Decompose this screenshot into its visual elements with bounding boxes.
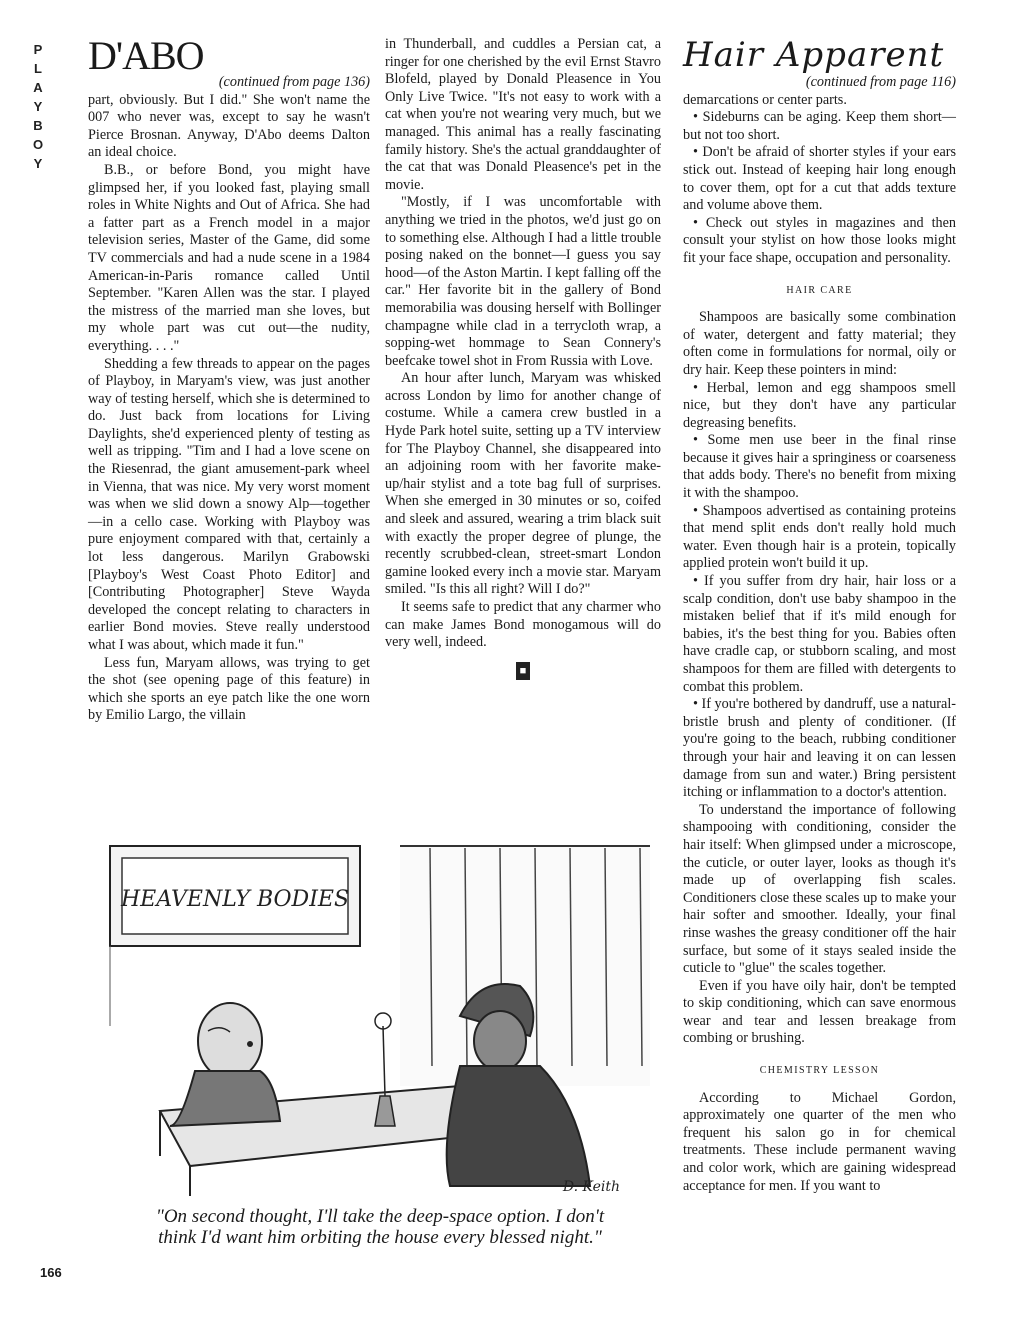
dabo-column-1 [88, 33, 370, 725]
spine-letter: A [33, 80, 43, 95]
dabo-paragraph: Shedding a few threads to appear on the pages of Playboy, in Maryam's view, was just another way of testing herself, which she is determined to do. Just back from locations for Living Daylights, she'd experienced plenty of testing as well as tripping. "Tim and I had a love scene on the Riesenrad, the giant amusement-park wheel in Vienna, that was nice. My very worst moment was when we slid down a snowy Alp—together—in a cello case. Working with Playboy was pure enjoyment compared with that, certainly a lot less dangerous. Marilyn Grabowski [Playboy's West Coast Photo Editor] and [Contributing Photographer] Steve Wayda developed the concept relating to characters in earlier Bond movies. Steve really understood what I was about, which made it fun." [88, 355, 370, 653]
hair-paragraph: To understand the importance of following shampooing with conditioning, consider the hair itself: When glimpsed under a microscope, the cuticle, or outer layer, looks as though it's made up of overlapping fish scales. Conditioners close these scales up to make your hair softer and smoother. Ideally, your final rinse washes the greasy conditioner off the hair surface, but some of it stays sealed inside the cuticle to "glue" the scales together. [683, 801, 956, 977]
dabo-paragraph: An hour after lunch, Maryam was whisked across London by limo for another change of costume. While a camera crew bustled in a Hyde Park hotel suite, setting up a TV interview for The Playboy Channel, she disappeared into an adjoining room with her favorite make-up/hair stylist and a tote bag full of surprises. When she emerged in 30 minutes or so, coifed and sleek and assured, wearing a trim black suit with exactly the proper degree of plunge, the recently scrubbed-clean, street-smart London gamine looked every inch a movie star. Maryam smiled. "Is this all right? Will I do?" [385, 370, 661, 598]
dabo-title: D'ABO [88, 33, 204, 78]
cartoon-caption: "On second thought, I'll take the deep-space option. I don't think I'd want him orbiting the house every blessed night." [155, 1206, 605, 1248]
subhead-chemistry-lesson: CHEMISTRY LESSON [759, 1065, 880, 1077]
hair-bullet: • Shampoos advertised as containing proteins that mend split ends don't really hold much water. Even though hair is a protein, topically applied protein won't build it up. [683, 502, 956, 572]
spine-letter: O [32, 137, 44, 152]
magazine-spine-label [28, 40, 48, 173]
hair-paragraph: Shampoos are basically some combination of water, detergent and fatty material; they often come in formulations for normal, oily or dry hair. Keep these pointers in mind: [683, 309, 956, 378]
hair-bullet: • Herbal, lemon and egg shampoos smell nice, but they don't have any particular degreasing benefits. [683, 379, 956, 431]
hair-continued: (continued from page 116) [805, 74, 956, 90]
dabo-paragraph: in Thunderball, and cuddles a Persian cat, a ringer for one cherished by the evil Ernst Stavro Blofeld, played by Donald Pleasence in You Only Live Twice. "It's not easy to work with a cat when you're not wearing very much, but we managed. This animal has a really fascinating family history. She's the actual granddaughter of the cat that was Donald Pleasence's pet in the movie. [385, 36, 661, 193]
hair-paragraph: demarcations or center parts. [683, 91, 847, 108]
dabo-column-2 [385, 36, 661, 680]
page-number: 166 [40, 1265, 62, 1280]
spine-text [28, 40, 48, 173]
hair-bullet: • If you suffer from dry hair, hair loss or a scalp condition, don't use baby shampoo in the mistaken belief that if it's mild enough for babies, it's the best thing for you. Babies often have cradle cap, or stubborn scaling, and most shampoos for them are filled with detergents to combat this problem. [683, 573, 956, 695]
hair-paragraph: According to Michael Gordon, approximately one quarter of the men who frequent his salon go in for chemical treatments. These include permanent waving and color work, which are gaining widespread acceptance for men. If you want to [683, 1089, 956, 1194]
cartoon-salesman [170, 1003, 280, 1126]
dabo-paragraph: "Mostly, if I was uncomfortable with anything we tried in the photos, we'd just go on to something else. Although I had a little trouble posing naked on the bonnet—I guess you say hood—of the Aston Martin. I kept falling off the car." Her favorite bit in the gallery of Bond memorabilia was dousing herself with Bollinger champagne while clad in a terrycloth wrap, a sopping-wet hommage to Sean Connery's beefcake towel shot in From Russia with Love. [385, 194, 661, 369]
hair-bullet: • Sideburns can be aging. Keep them short—but not too short. [683, 109, 956, 143]
spine-letter: B [33, 118, 43, 133]
cartoon-vase [375, 1013, 395, 1126]
spine-letter: Y [33, 156, 43, 171]
hair-bullet: • If you're bothered by dandruff, use a natural-bristle brush and plenty of conditioner. (If you're going to the beach, rubbing conditioner through your hair and leaving it on can lessen damage from sun and water.) Bring persistent itching or inflammation to a doctor's attention. [683, 696, 956, 801]
cartoon-signature: D. Keith [562, 1179, 620, 1195]
subhead-hair-care: HAIR CARE [786, 284, 853, 296]
cartoon-sign-text: HEAVENLY BODIES [120, 887, 350, 912]
spine-letter: P [33, 42, 43, 57]
dabo-continued: (continued from page 136) [218, 74, 370, 90]
cartoon-sign [110, 846, 360, 1026]
dabo-paragraph: B.B., or before Bond, you might have glimpsed her, if you looked fast, playing small roles in White Nights and Out of Africa. She had a fatter part as a French model in a major television series, Master of the Game, did some TV commercials and had a nude scene in a 1984 American-in-Paris romance called Until September. "Karen Allen was the star. I played the mistress of the married man she loves, but my whole part was cut out—the nudity, everything. . . ." [88, 161, 370, 354]
dabo-paragraph: Less fun, Maryam allows, was trying to get the shot (see opening page of this feature) in which she sports an eye patch like the one worn by Emilio Largo, the villain [88, 654, 370, 724]
spine-letter: Y [33, 99, 43, 114]
hair-paragraph: Even if you have oily hair, don't be tempted to skip conditioning, which can save enormous wear and tear and lessen breakage from combing or brushing. [683, 977, 956, 1047]
cartoon-illustration [100, 826, 660, 1201]
spine-letter: L [34, 61, 42, 76]
hair-column [683, 36, 956, 1195]
hair-title: Hair Apparent [683, 35, 945, 75]
dabo-paragraph: part, obviously. But I did." She won't name the 007 who never was, except to say he wasn't Pierce Brosnan. Anyway, D'Abo deems Dalton an ideal choice. [88, 91, 370, 161]
dabo-paragraph: It seems safe to predict that any charmer who can make James Bond monogamous will do very well, indeed. [385, 599, 661, 651]
hair-bullet: • Don't be afraid of shorter styles if your ears stick out. Instead of keeping hair long enough to cover them, opt for a cut that adds texture and volume above them. [683, 144, 956, 214]
hair-bullet: • Check out styles in magazines and then consult your stylist on how those looks might fit your face shape, occupation and personality. [683, 214, 956, 266]
hair-bullet: • Some men use beer in the final rinse because it gives hair a springiness or coarseness that adds body. There's no benefit from mixing it with the shampoo. [683, 432, 956, 502]
end-mark-icon: ■ [516, 662, 530, 680]
